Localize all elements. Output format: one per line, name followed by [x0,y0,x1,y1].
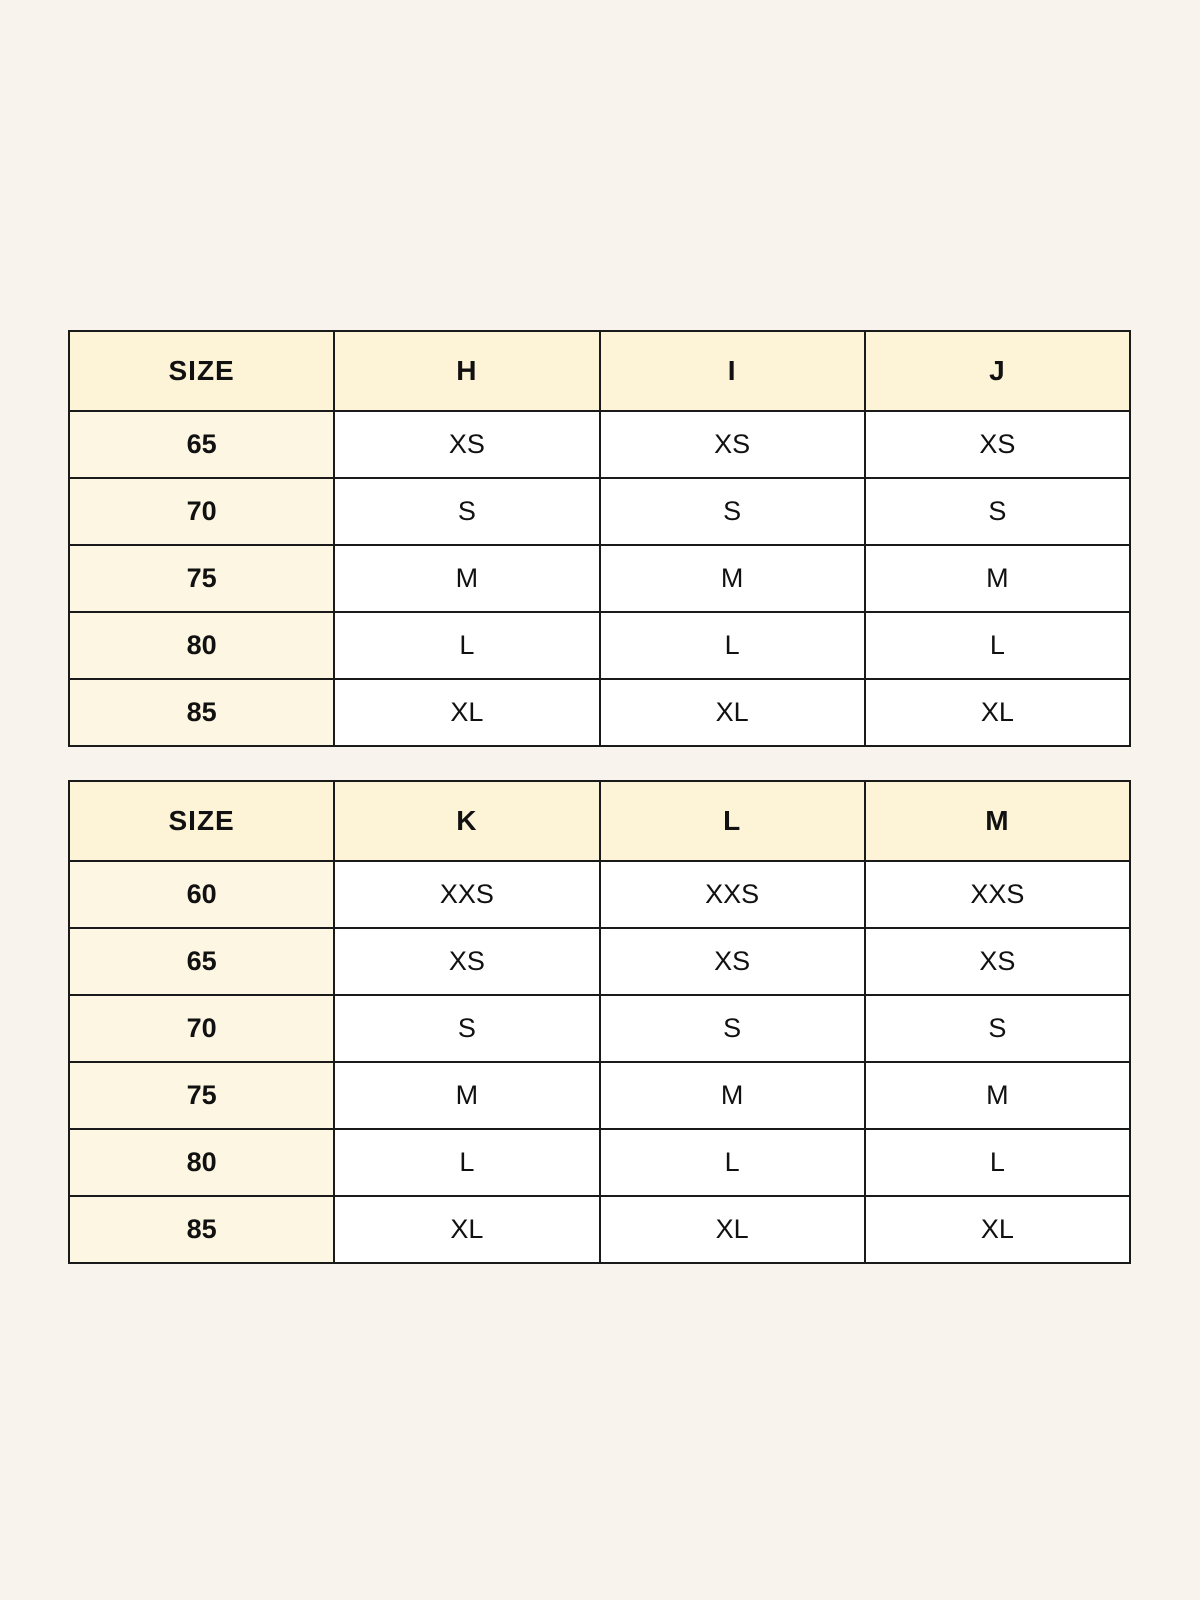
fit-cell: XS [865,928,1130,995]
table-row [69,1062,1130,1129]
fit-cell: XS [334,928,599,995]
fit-cell: S [334,478,599,545]
table-row [69,995,1130,1062]
fit-cell: XS [865,411,1130,478]
fit-cell: XL [600,679,865,746]
band-size-cell: 75 [69,545,334,612]
fit-cell: L [865,612,1130,679]
fit-cell: M [865,545,1130,612]
header-row [69,781,1130,861]
fit-cell: L [865,1129,1130,1196]
fit-cell: XL [334,679,599,746]
band-size-cell: 70 [69,478,334,545]
fit-cell: S [865,478,1130,545]
header-cup-m: M [865,781,1130,861]
table-row [69,545,1130,612]
header-cup-j: J [865,331,1130,411]
band-size-cell: 70 [69,995,334,1062]
fit-cell: L [334,1129,599,1196]
band-size-cell: 85 [69,1196,334,1263]
table-row [69,478,1130,545]
fit-cell: S [865,995,1130,1062]
size-chart-table-1 [68,330,1131,747]
band-size-cell: 65 [69,928,334,995]
fit-cell: XL [334,1196,599,1263]
fit-cell: M [600,1062,865,1129]
band-size-cell: 80 [69,612,334,679]
fit-cell: M [865,1062,1130,1129]
band-size-cell: 85 [69,679,334,746]
band-size-cell: 80 [69,1129,334,1196]
table-row [69,1129,1130,1196]
fit-cell: M [334,1062,599,1129]
fit-cell: XL [865,1196,1130,1263]
fit-cell: XXS [865,861,1130,928]
fit-cell: M [334,545,599,612]
header-cup-i: I [600,331,865,411]
fit-cell: XXS [334,861,599,928]
table-row [69,679,1130,746]
table-row [69,861,1130,928]
fit-cell: XL [600,1196,865,1263]
fit-cell: M [600,545,865,612]
header-cup-h: H [334,331,599,411]
table-row [69,1196,1130,1263]
band-size-cell: 75 [69,1062,334,1129]
header-row [69,331,1130,411]
table-row [69,928,1130,995]
fit-cell: XL [865,679,1130,746]
table-row [69,411,1130,478]
header-size: SIZE [69,781,334,861]
band-size-cell: 60 [69,861,334,928]
table-row [69,612,1130,679]
fit-cell: L [600,1129,865,1196]
header-cup-l: L [600,781,865,861]
fit-cell: L [334,612,599,679]
fit-cell: S [600,478,865,545]
fit-cell: S [334,995,599,1062]
band-size-cell: 65 [69,411,334,478]
fit-cell: L [600,612,865,679]
fit-cell: S [600,995,865,1062]
fit-cell: XXS [600,861,865,928]
fit-cell: XS [600,928,865,995]
fit-cell: XS [600,411,865,478]
size-chart-table-2 [68,780,1131,1264]
header-size: SIZE [69,331,334,411]
header-cup-k: K [334,781,599,861]
fit-cell: XS [334,411,599,478]
